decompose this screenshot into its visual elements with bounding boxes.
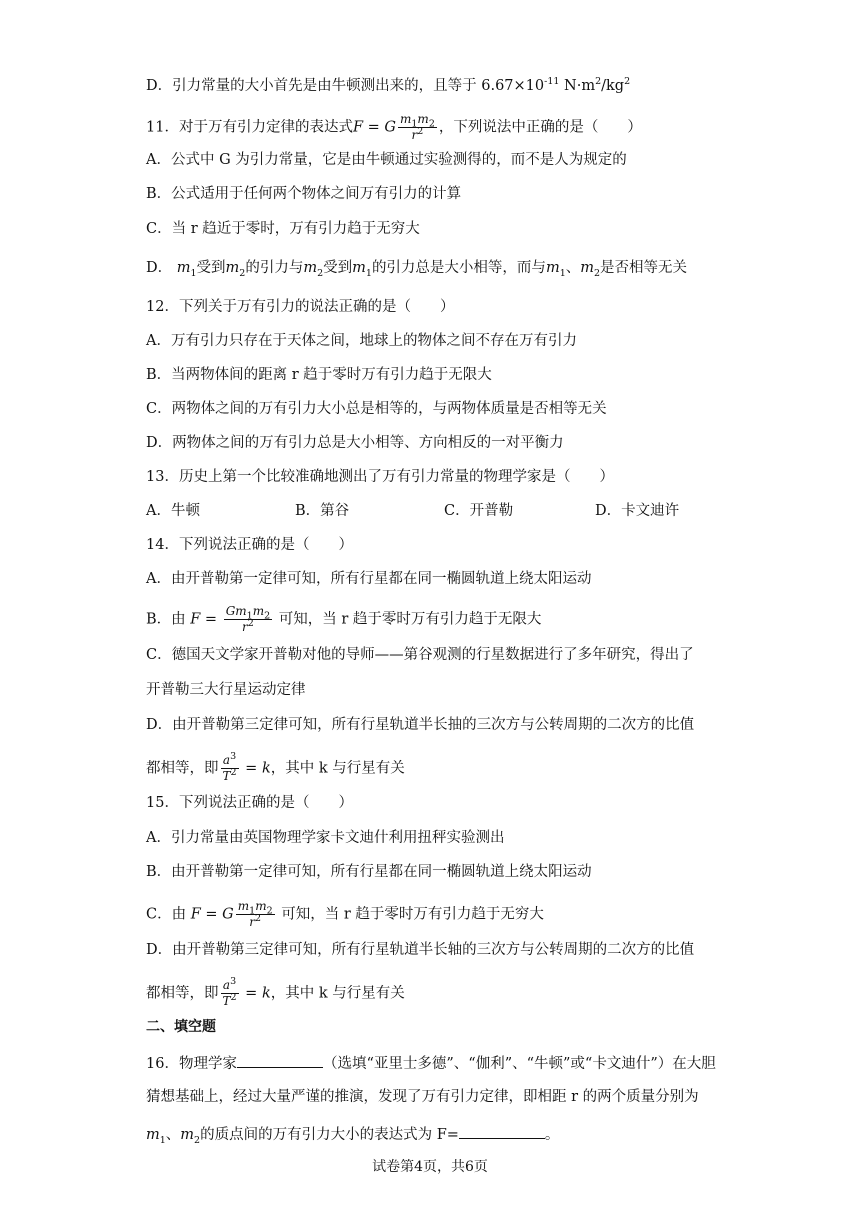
- q13-option-a: A．牛顿: [146, 503, 200, 519]
- q11-option-d: D． $m_1$受到$m_2$的引力与$m_2$受到$m_1$的引力总是大小相等，而与$m_1$、$m_2$是否相等无关: [146, 260, 688, 279]
- q13-option-d: D．卡文迪许: [595, 503, 680, 519]
- q13-option-c: C．开普勒: [444, 503, 514, 519]
- q11-stem: 11．对于万有引力定律的表达式F = G $\frac{m_1m_2}{r^2}$ ，下列说法中正确的是（ ）: [146, 112, 642, 142]
- q16-line2: 猜想基础上，经过大量严谨的推演，发现了万有引力定律，即相距 r 的两个质量分别为: [146, 1089, 699, 1105]
- answer-blank-2[interactable]: [459, 1123, 545, 1139]
- q14-option-d-line1: D．由开普勒第三定律可知，所有行星轨道半长抽的三次方与公转周期的二次方的比值: [146, 717, 695, 733]
- q14-stem: 14．下列说法正确的是（ ）: [146, 537, 353, 553]
- q15-option-c: C．由 F = G $\frac{m_1m_2}{r^2}$ 可知，当 r 趋于零时万有引力趋于无穷大: [146, 899, 544, 929]
- formula-fraction: $\frac{Gm_1m_2}{r^2}$: [225, 604, 271, 634]
- formula-fraction: $\frac{a^3}{T^2}$: [222, 751, 237, 783]
- q14-option-a: A．由开普勒第一定律可知，所有行星都在同一椭圆轨道上绕太阳运动: [146, 571, 592, 587]
- q15-option-d-line2: 都相等，即 $\frac{a^3}{T^2}$ = k，其中 k 与行星有关: [146, 976, 405, 1008]
- q12-stem: 12．下列关于万有引力的说法正确的是（ ）: [146, 299, 455, 315]
- q11-option-a: A．公式中 G 为引力常量，它是由牛顿通过实验测得的，而不是人为规定的: [146, 152, 627, 168]
- q15-option-a: A．引力常量由英国物理学家卡文迪什利用扭秤实验测出: [146, 830, 505, 846]
- q12-option-c: C．两物体之间的万有引力大小总是相等的，与两物体质量是否相等无关: [146, 401, 607, 417]
- q12-option-a: A．万有引力只存在于天体之间，地球上的物体之间不存在万有引力: [146, 333, 577, 349]
- formula-fraction: $\frac{m_1m_2}{r^2}$: [237, 899, 273, 929]
- q15-option-b: B．由开普勒第一定律可知，所有行星都在同一椭圆轨道上绕太阳运动: [146, 864, 592, 880]
- q14-option-b: B．由 F = $\frac{Gm_1m_2}{r^2}$ 可知，当 r 趋于零时万有引力趋于无限大: [146, 604, 542, 634]
- section-heading-fill-blank: 二、填空题: [146, 1019, 216, 1035]
- q13-option-b: B．第谷: [295, 503, 350, 519]
- q15-option-d-line1: D．由开普勒第三定律可知，所有行星轨道半长轴的三次方与公转周期的二次方的比值: [146, 942, 695, 958]
- q10-option-d: D．引力常量的大小首先是由牛顿测出来的，且等于 $6.67\times 10^{-11}$ $N\cdot m^2/kg^2$: [146, 76, 631, 94]
- formula-fraction: $\frac{m_1m_2}{r^2}$: [399, 112, 435, 142]
- q11-option-b: B．公式适用于任何两个物体之间万有引力的计算: [146, 186, 462, 202]
- q12-option-b: B．当两物体间的距离 r 趋于零时万有引力趋于无限大: [146, 367, 492, 383]
- formula-fraction: $\frac{a^3}{T^2}$: [222, 976, 237, 1008]
- q13-stem: 13．历史上第一个比较准确地测出了万有引力常量的物理学家是（ ）: [146, 469, 614, 485]
- q12-option-d: D．两物体之间的万有引力总是大小相等、方向相反的一对平衡力: [146, 435, 564, 451]
- q16-line1: 16．物理学家 （选填“亚里士多德”、“伽利”、“牛顿”或“卡文迪什”）在大胆: [146, 1052, 716, 1074]
- page-footer: 试卷第4页，共6页: [372, 1159, 488, 1175]
- q11-option-c: C．当 r 趋近于零时，万有引力趋于无穷大: [146, 221, 420, 237]
- answer-blank-1[interactable]: [237, 1052, 323, 1068]
- q15-stem: 15．下列说法正确的是（ ）: [146, 795, 353, 811]
- q14-option-c-line1: C．德国天文学家开普勒对他的导师——第谷观测的行星数据进行了多年研究，得出了: [146, 647, 694, 663]
- q14-option-d-line2: 都相等，即 $\frac{a^3}{T^2}$ = k，其中 k 与行星有关: [146, 751, 405, 783]
- q16-line3: $m_1$、$m_2$的质点间的万有引力大小的表达式为 F= 。: [146, 1123, 559, 1145]
- q14-option-c-line2: 开普勒三大行星运动定律: [146, 682, 306, 698]
